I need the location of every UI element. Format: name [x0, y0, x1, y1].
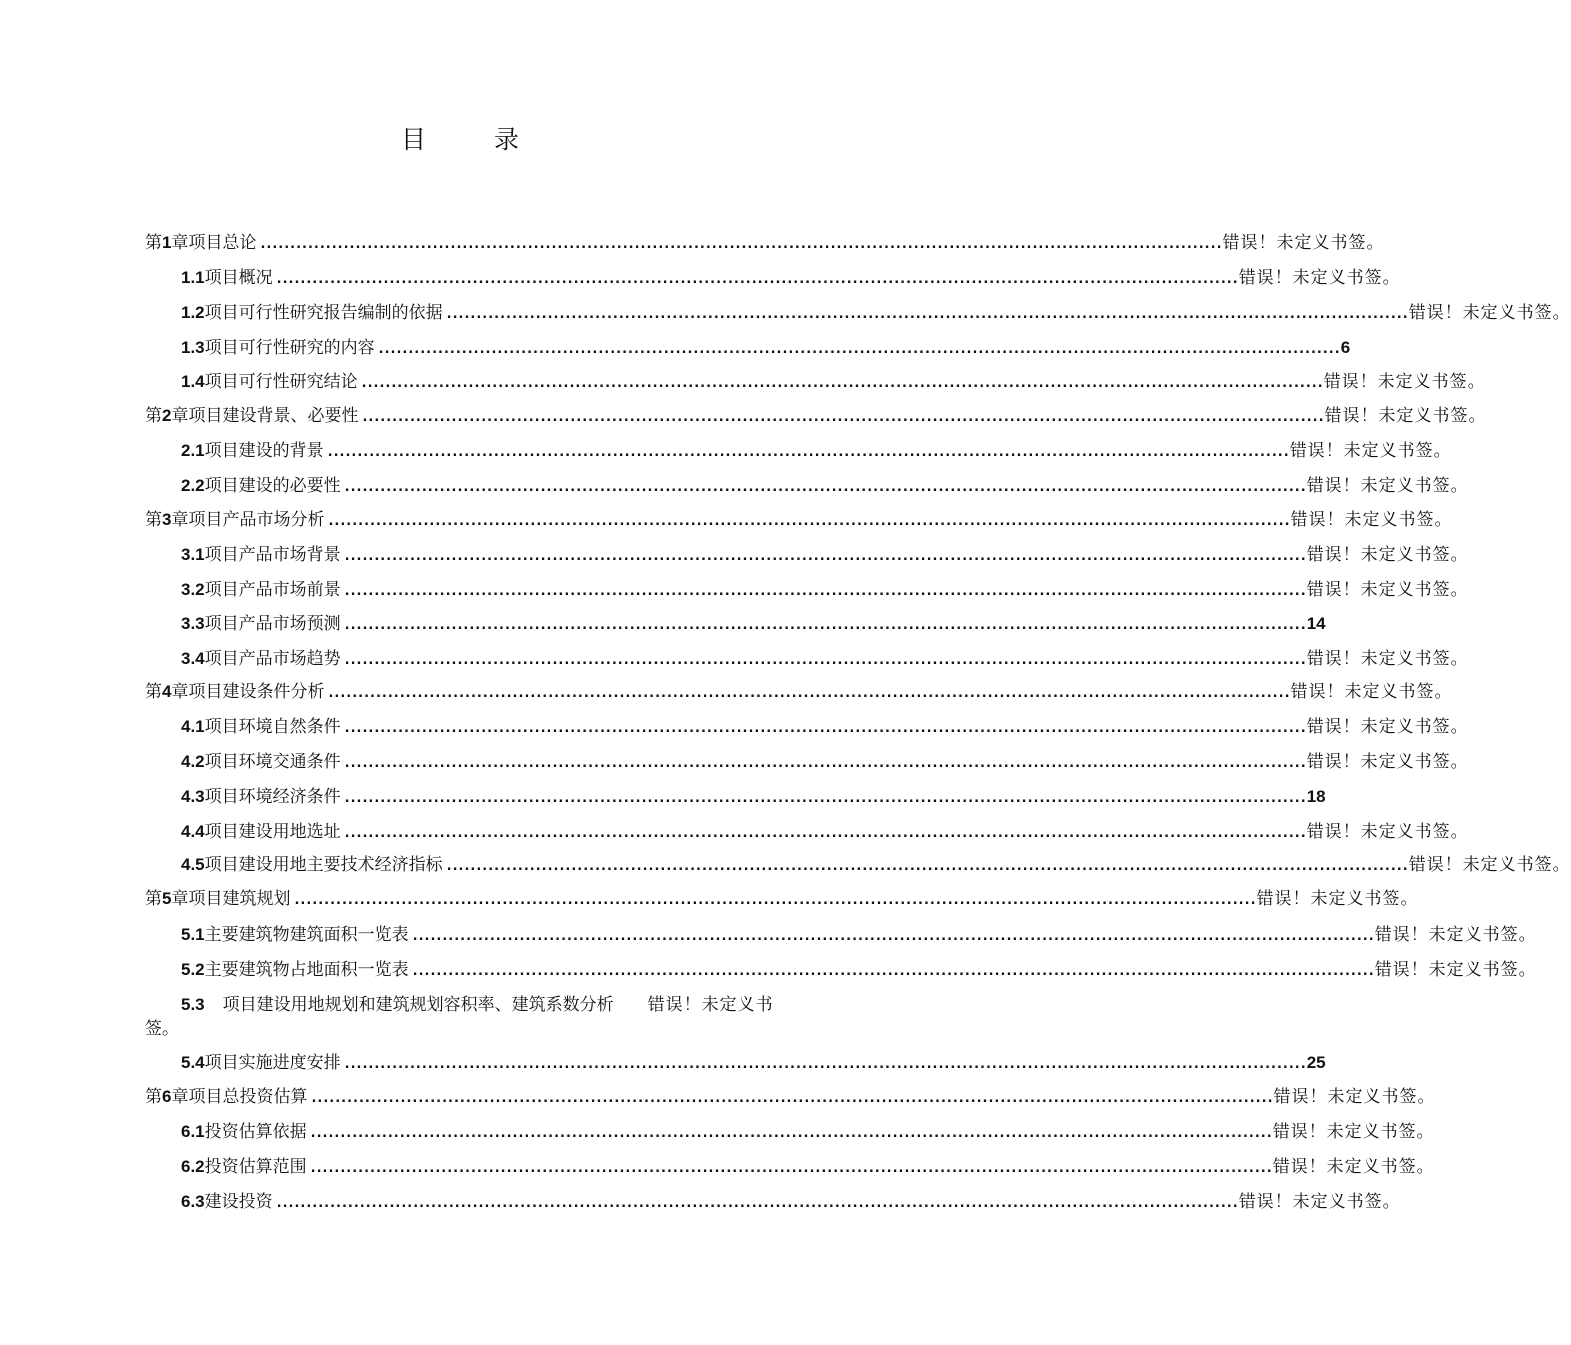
dot-leader: ..................................................................................................................................................................	[344, 584, 1307, 599]
toc-entry-3-1[interactable]: 3.1 项目产品市场背景 .................................................................................................................................................................. 错误！未定义书签。	[181, 540, 787, 564]
toc-page-number: 18	[1306, 787, 1326, 806]
toc-page-ref: 错误！未定义书签。	[1256, 889, 1419, 909]
dot-leader: ..................................................................................................................................................................	[361, 376, 1324, 391]
toc-entry-title: 投资估算范围	[204, 1157, 307, 1177]
toc-page-ref: 错误！未定义书签。	[1290, 510, 1453, 530]
toc-page-ref: 错误！未定义书签。	[1238, 268, 1401, 288]
toc-page-ref: 错误！未定义书签。	[1272, 1157, 1435, 1177]
toc-entry-1-1[interactable]: 1.1 项目概况 .................................................................................................................................................................. 错误！未定义书签。	[181, 263, 787, 287]
toc-page-ref: 错误！未定义书签。	[1374, 960, 1537, 980]
dot-leader: ..................................................................................................................................................................	[294, 893, 1257, 908]
toc-entry-title: 项目可行性研究结论	[204, 372, 358, 392]
dot-leader: ..................................................................................................................................................................	[276, 272, 1239, 287]
toc-page-ref: 错误！未定义书签。	[1222, 233, 1385, 253]
toc-entry-title: 项目建筑规划	[188, 889, 291, 909]
dot-leader: ..................................................................................................................................................................	[344, 1057, 1307, 1072]
toc-entry-title: 项目建设的必要性	[204, 476, 341, 496]
dot-leader: ..................................................................................................................................................................	[328, 514, 1291, 529]
dot-leader: ..................................................................................................................................................................	[310, 1161, 1273, 1176]
dot-leader: ..................................................................................................................................................................	[276, 1196, 1239, 1211]
toc-page-number: 14	[1306, 614, 1326, 633]
toc-entry-title: 项目建设用地选址	[204, 822, 341, 842]
toc-entry-4-2[interactable]: 4.2 项目环境交通条件 .................................................................................................................................................................. 错误！未定义书签。	[181, 747, 787, 771]
toc-entry-chapter-3[interactable]: 第 3 章 项目产品市场分析 .................................................................................................................................................................. 错误！未定义书签。	[145, 505, 787, 529]
toc-page-ref: 错误！未定义书签。	[1323, 372, 1486, 392]
toc-page-number: 25	[1306, 1053, 1326, 1072]
toc-entry-title: 项目产品市场趋势	[204, 649, 341, 669]
toc-entry-3-3[interactable]: 3.3 项目产品市场预测 .................................................................................................................................................................. 14	[181, 609, 821, 633]
toc-entry-title: 建设投资	[204, 1192, 273, 1212]
toc-page-ref: 错误！未定义书签。	[1306, 545, 1469, 565]
toc-page-ref: 错误！未定义书签。	[1306, 476, 1469, 496]
dot-leader: ..................................................................................................................................................................	[344, 756, 1307, 771]
dot-leader: ..................................................................................................................................................................	[260, 237, 1223, 252]
dot-leader: ..................................................................................................................................................................	[344, 721, 1307, 736]
toc-page-ref: 错误！未定义书签。	[1306, 649, 1469, 669]
toc-entry-2-1[interactable]: 2.1 项目建设的背景 .................................................................................................................................................................. 错误！未定义书签。	[181, 436, 787, 460]
dot-leader: ..................................................................................................................................................................	[327, 445, 1290, 460]
dot-leader: ..................................................................................................................................................................	[412, 929, 1375, 944]
toc-entry-5-1[interactable]: 5.1 主要建筑物建筑面积一览表 .................................................................................................................................................................. 错误！未定义书签。	[181, 920, 787, 944]
toc-entry-6-2[interactable]: 6.2 投资估算范围 .................................................................................................................................................................. 错误！未定义书签。	[181, 1152, 787, 1176]
toc-entry-4-5[interactable]: 4.5 项目建设用地主要技术经济指标 .................................................................................................................................................................. 错误！未定义书签。	[181, 850, 787, 874]
dot-leader: ..................................................................................................................................................................	[344, 826, 1307, 841]
toc-page-ref: 错误！未定义书签。	[1273, 1087, 1436, 1107]
toc-entry-title: 项目建设条件分析	[188, 682, 325, 702]
toc-page-ref: 错误！未定义书签。	[1408, 855, 1571, 875]
toc-page-ref: 错误！未定义书签。	[1306, 580, 1469, 600]
toc-entry-chapter-2[interactable]: 第 2 章 项目建设背景、必要性 .................................................................................................................................................................. 错误！未定义书签。	[145, 401, 787, 425]
dot-leader: ..................................................................................................................................................................	[344, 791, 1307, 806]
toc-entry-title: 项目环境交通条件	[204, 752, 341, 772]
toc-page-ref: 错误！未定义书签。	[1306, 822, 1469, 842]
toc-page-ref: 错误！未定义书签。	[1374, 925, 1537, 945]
toc-entry-title: 项目可行性研究报告编制的依据	[204, 303, 443, 323]
toc-page-ref: 错误！未定义书签。	[1272, 1122, 1435, 1142]
toc-entry-4-3[interactable]: 4.3 项目环境经济条件 .................................................................................................................................................................. 18	[181, 782, 821, 806]
toc-entry-title: 项目环境自然条件	[204, 717, 341, 737]
toc-page-ref: 错误！未定义书签。	[1408, 303, 1571, 323]
toc-entry-title: 投资估算依据	[204, 1122, 307, 1142]
toc-entry-chapter-1[interactable]: 第 1 章 项目总论 .................................................................................................................................................................. 错误！未定义书签。	[145, 228, 787, 252]
toc-entry-title: 项目实施进度安排	[204, 1053, 341, 1073]
toc-entry-title: 项目概况	[204, 268, 273, 288]
toc-entry-chapter-4[interactable]: 第 4 章 项目建设条件分析 .................................................................................................................................................................. 错误！未定义书签。	[145, 677, 787, 701]
toc-entry-title: 主要建筑物占地面积一览表	[204, 960, 409, 980]
toc-entry-title: 项目总投资估算	[188, 1087, 308, 1107]
toc-page-ref: 错误！未定义书签。	[1306, 752, 1469, 772]
dot-leader: ..................................................................................................................................................................	[344, 480, 1307, 495]
toc-entry-1-2[interactable]: 1.2 项目可行性研究报告编制的依据 .................................................................................................................................................................. 错误！未定义书签。	[181, 298, 787, 322]
toc-page-ref: 错误！未定义书签。	[1289, 441, 1452, 461]
dot-leader: ..................................................................................................................................................................	[446, 859, 1409, 874]
toc-page-ref-wrap: 签。	[145, 1019, 179, 1039]
toc-entry-title: 主要建筑物建筑面积一览表	[204, 925, 409, 945]
toc-page-ref: 错误！未定义书签。	[1238, 1192, 1401, 1212]
toc-entry-6-3[interactable]: 6.3 建设投资 .................................................................................................................................................................. 错误！未定义书签。	[181, 1187, 787, 1211]
dot-leader: ..................................................................................................................................................................	[344, 653, 1307, 668]
toc-entry-6-1[interactable]: 6.1 投资估算依据 .................................................................................................................................................................. 错误！未定义书签。	[181, 1117, 787, 1141]
toc-entry-title: 项目产品市场背景	[204, 545, 341, 565]
toc-entry-chapter-6[interactable]: 第 6 章 项目总投资估算 .................................................................................................................................................................. 错误！未定义书签。	[145, 1082, 787, 1106]
toc-entry-title: 项目建设的背景	[204, 441, 324, 461]
toc-entry-title: 项目总论	[188, 233, 257, 253]
toc-page-ref: 错误！未定义书签。	[1290, 682, 1453, 702]
toc-entry-5-4[interactable]: 5.4 项目实施进度安排 .................................................................................................................................................................. 25	[181, 1048, 821, 1072]
toc-entry-title: 项目环境经济条件	[204, 787, 341, 807]
dot-leader: ..................................................................................................................................................................	[344, 549, 1307, 564]
toc-page-ref: 错误！未定义书签。	[1306, 717, 1469, 737]
toc-entry-2-2[interactable]: 2.2 项目建设的必要性 .................................................................................................................................................................. 错误！未定义书签。	[181, 471, 787, 495]
toc-entry-chapter-5[interactable]: 第 5 章 项目建筑规划 .................................................................................................................................................................. 错误！未定义书签。	[145, 884, 787, 908]
dot-leader: ..................................................................................................................................................................	[446, 307, 1409, 322]
toc-entry-5-2[interactable]: 5.2 主要建筑物占地面积一览表 .................................................................................................................................................................. 错误！未定义书签。	[181, 955, 787, 979]
toc-entry-4-1[interactable]: 4.1 项目环境自然条件 .................................................................................................................................................................. 错误！未定义书签。	[181, 712, 787, 736]
dot-leader: ..................................................................................................................................................................	[362, 410, 1325, 425]
dot-leader: ..................................................................................................................................................................	[311, 1091, 1274, 1106]
toc-entry-1-4[interactable]: 1.4 项目可行性研究结论 .................................................................................................................................................................. 错误！未定义书签。	[181, 367, 787, 391]
dot-leader: ..................................................................................................................................................................	[412, 964, 1375, 979]
toc-entry-title: 项目建设背景、必要性	[188, 406, 359, 426]
toc-entry-4-4[interactable]: 4.4 项目建设用地选址 .................................................................................................................................................................. 错误！未定义书签。	[181, 817, 787, 841]
toc-entry-title: 项目建设用地规划和建筑规划容积率、建筑系数分析	[222, 995, 614, 1015]
toc-entry-title: 项目产品市场分析	[188, 510, 325, 530]
dot-leader: ..................................................................................................................................................................	[310, 1126, 1273, 1141]
dot-leader: ..................................................................................................................................................................	[378, 342, 1341, 357]
page-title: 目 录	[401, 125, 549, 154]
toc-page-ref: 错误！未定义书	[647, 995, 774, 1015]
toc-page-number: 6	[1340, 338, 1351, 357]
toc-entry-title: 项目产品市场前景	[204, 580, 341, 600]
toc-entry-3-4[interactable]: 3.4 项目产品市场趋势 .................................................................................................................................................................. 错误！未定义书签。	[181, 644, 787, 668]
toc-page-ref: 错误！未定义书签。	[1324, 406, 1487, 426]
dot-leader: ..................................................................................................................................................................	[344, 618, 1307, 633]
toc-entry-1-3[interactable]: 1.3 项目可行性研究的内容 .................................................................................................................................................................. 6	[181, 333, 821, 357]
toc-entry-5-3[interactable]: 5.3 项目建设用地规划和建筑规划容积率、建筑系数分析 错误！未定义书	[181, 990, 801, 1014]
toc-entry-3-2[interactable]: 3.2 项目产品市场前景 .................................................................................................................................................................. 错误！未定义书签。	[181, 575, 787, 599]
toc-entry-title: 项目产品市场预测	[204, 614, 341, 634]
toc-entry-title: 项目建设用地主要技术经济指标	[204, 855, 443, 875]
toc-entry-title: 项目可行性研究的内容	[204, 338, 375, 358]
dot-leader: ..................................................................................................................................................................	[328, 686, 1291, 701]
